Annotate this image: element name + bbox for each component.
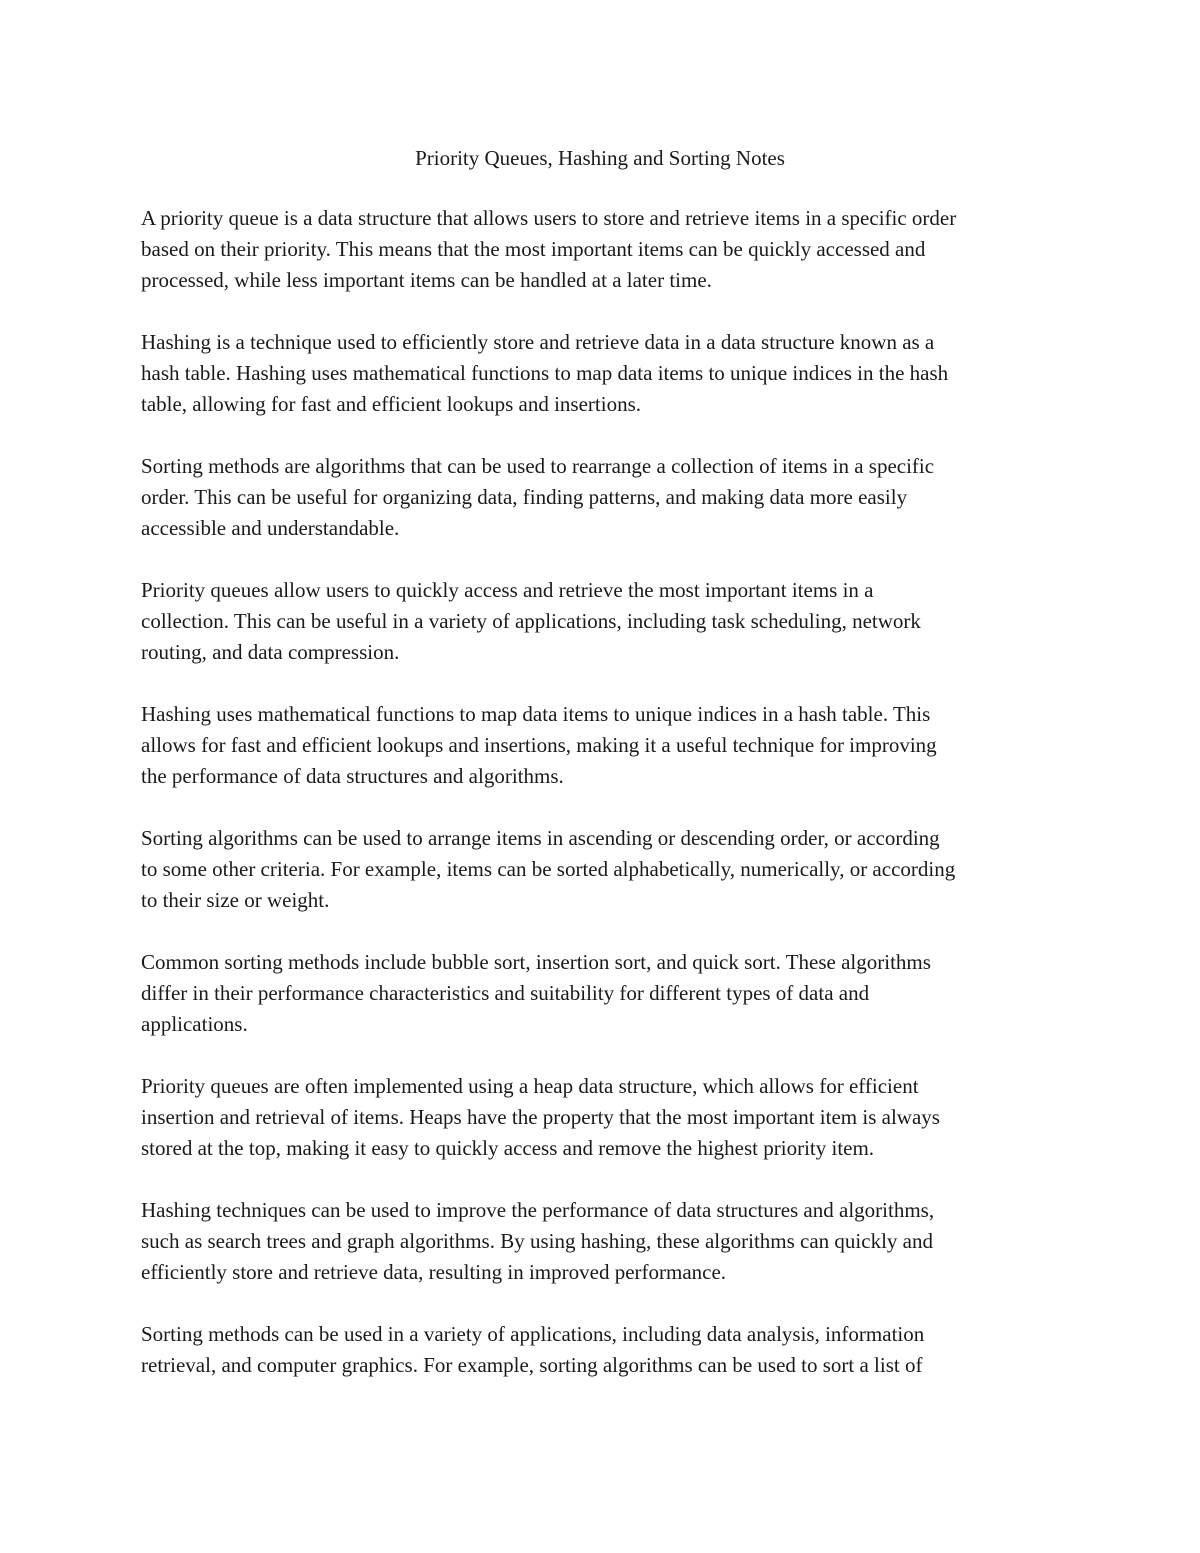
- paragraph-sorting-definition: [141, 451, 1066, 544]
- text-line: retrieval, and computer graphics. For example, sorting algorithms can be used to sort a list of: [141, 1353, 923, 1377]
- document-title: Priority Queues, Hashing and Sorting Notes: [415, 146, 785, 170]
- paragraph-priority-queue-definition: [141, 203, 1066, 296]
- text-line: to their size or weight.: [141, 888, 330, 912]
- text-line: accessible and understandable.: [141, 516, 400, 540]
- text-line: Sorting methods are algorithms that can be used to rearrange a collection of items in a specific: [141, 454, 935, 478]
- text-line: efficiently store and retrieve data, resulting in improved performance.: [141, 1260, 727, 1284]
- text-line: processed, while less important items can be handled at a later time.: [141, 268, 712, 292]
- text-line: Priority queues are often implemented using a heap data structure, which allows for efficient: [141, 1074, 919, 1098]
- text-line: insertion and retrieval of items. Heaps have the property that the most important item is always: [141, 1105, 940, 1129]
- text-line: Sorting methods can be used in a variety of applications, including data analysis, information: [141, 1322, 925, 1346]
- text-line: routing, and data compression.: [141, 640, 400, 664]
- paragraph-sorting-applications: [141, 1319, 1066, 1381]
- document-body: [141, 203, 1066, 1412]
- paragraph-hashing-definition: [141, 327, 1066, 420]
- paragraph-priority-queue-uses: [141, 575, 1066, 668]
- text-line: applications.: [141, 1012, 248, 1036]
- text-line: such as search trees and graph algorithms. By using hashing, these algorithms can quickly and: [141, 1229, 933, 1253]
- text-line: the performance of data structures and algorithms.: [141, 764, 564, 788]
- text-line: table, allowing for fast and efficient lookups and insertions.: [141, 392, 641, 416]
- paragraph-hashing-uses: [141, 699, 1066, 792]
- text-line: to some other criteria. For example, items can be sorted alphabetically, numerically, or according: [141, 857, 956, 881]
- text-line: Sorting algorithms can be used to arrange items in ascending or descending order, or according: [141, 826, 940, 850]
- paragraph-hashing-techniques: [141, 1195, 1066, 1288]
- text-line: A priority queue is a data structure that allows users to store and retrieve items in a specific order: [141, 206, 957, 230]
- text-line: Common sorting methods include bubble sort, insertion sort, and quick sort. These algorithms: [141, 950, 931, 974]
- text-line: Priority queues allow users to quickly access and retrieve the most important items in a: [141, 578, 874, 602]
- text-line: based on their priority. This means that the most important items can be quickly accessed and: [141, 237, 926, 261]
- text-line: collection. This can be useful in a variety of applications, including task scheduling, network: [141, 609, 921, 633]
- paragraph-common-sorting-methods: [141, 947, 1066, 1040]
- text-line: stored at the top, making it easy to quickly access and remove the highest priority item.: [141, 1136, 875, 1160]
- text-line: allows for fast and efficient lookups and insertions, making it a useful technique for improving: [141, 733, 937, 757]
- text-line: hash table. Hashing uses mathematical functions to map data items to unique indices in the hash: [141, 361, 949, 385]
- text-line: order. This can be useful for organizing data, finding patterns, and making data more easily: [141, 485, 908, 509]
- text-line: Hashing is a technique used to efficiently store and retrieve data in a data structure known as a: [141, 330, 935, 354]
- paragraph-heap-implementation: [141, 1071, 1066, 1164]
- paragraph-sorting-order: [141, 823, 1066, 916]
- text-line: Hashing techniques can be used to improve the performance of data structures and algorithms,: [141, 1198, 935, 1222]
- text-line: Hashing uses mathematical functions to map data items to unique indices in a hash table. This: [141, 702, 931, 726]
- text-line: differ in their performance characteristics and suitability for different types of data and: [141, 981, 870, 1005]
